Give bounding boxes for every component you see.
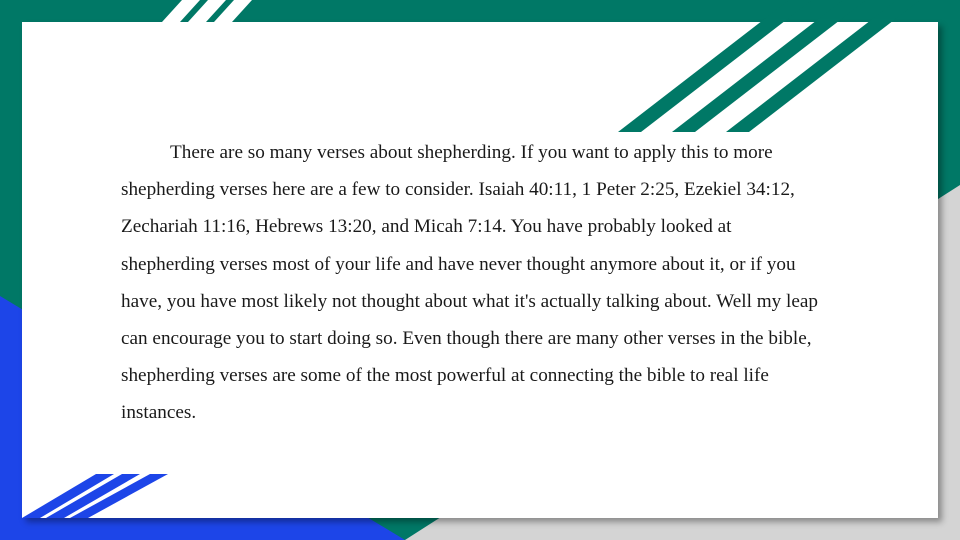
body-paragraph: There are so many verses about shepherding. If you want to apply this to more shepherding verses here are a few to consider. Isaiah 40:11, 1 Peter 2:25, Ezekiel 34:12, Zechariah 11:16, Hebrews 13:20, and Micah 7:14. You have probably looked at shepherding verses most of your life and have never thought anymore about it, or if you have, you have most likely not thought about what it's actually talking about. Well my leap can encourage you to start doing so. Even though there are many other verses in the bible, shepherding verses are some of the most powerful at connecting the bible to real life instances. — [121, 142, 818, 424]
